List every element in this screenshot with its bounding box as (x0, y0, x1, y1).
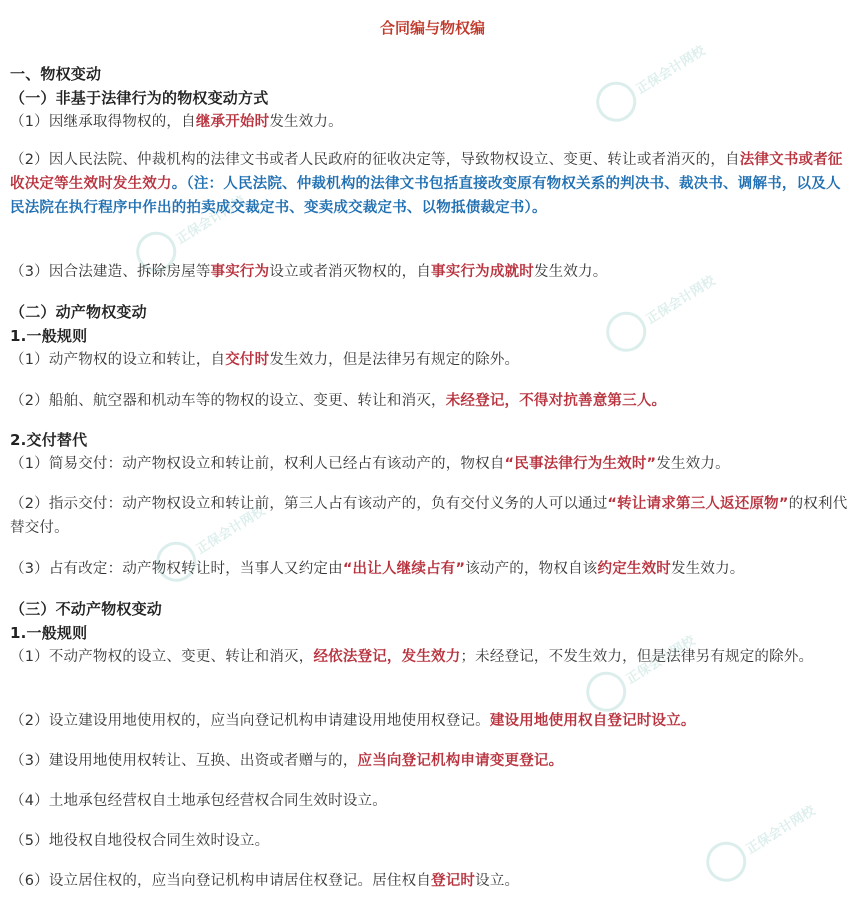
highlight-text: 约定生效时 (597, 561, 671, 577)
text: （3）占有改定：动产物权转让时，当事人又约定由 (10, 561, 343, 577)
watermark-text: 正保会计网校 (743, 803, 818, 858)
text: 发生效力。 (269, 114, 343, 130)
text: 设立或者消灭物权的，自 (269, 264, 432, 280)
text: 的权利代替交付。 (10, 496, 848, 536)
paragraph (10, 348, 853, 372)
paragraph (10, 829, 853, 853)
text: （2）船舶、航空器和机动车等的物权的设立、变更、转让和消灭， (10, 393, 446, 409)
text: （2）设立建设用地使用权的，应当向登记机构申请建设用地使用权登记。 (10, 713, 490, 729)
paragraph (10, 645, 853, 669)
highlight-text: “民事法律行为生效时” (504, 456, 657, 472)
text: （5）地役权自地役权合同生效时设立。 (10, 833, 270, 849)
text: 设立。 (475, 873, 520, 889)
section-heading: 一、物权变动 (10, 65, 102, 83)
paragraph (10, 452, 853, 476)
highlight-text: 建设用地使用权自登记时设立。 (489, 713, 696, 729)
rule-heading: 1.一般规则 (10, 327, 88, 345)
text: （6）设立居住权的，应当向登记机构申请居住权登记。居住权自 (10, 873, 432, 889)
paragraph (10, 557, 853, 581)
subsection-heading: （三）不动产物权变动 (10, 600, 163, 618)
highlight-text: 继承开始时 (195, 114, 270, 130)
highlight-text: “转让请求第三人返还原物” (607, 496, 789, 512)
highlight-text: 登记时 (431, 873, 476, 889)
text: （2）因人民法院、仲裁机构的法律文书或者人民政府的征收决定等，导致物权设立、变更、转让或者消灭的，自 (10, 152, 740, 168)
watermark-text: 正保会计网校 (643, 273, 718, 328)
highlight-text: 法律文书或者征收决定等生效时发生效力 (10, 152, 843, 192)
paragraph (10, 749, 853, 773)
paragraph (10, 260, 853, 284)
subsection-heading: （一）非基于法律行为的物权变动方式 (10, 89, 269, 107)
watermark-text: 正保会计网校 (173, 193, 248, 248)
paragraph (10, 869, 853, 893)
page-title: 合同编与物权编 (379, 19, 485, 37)
watermark-text: 正保会计网校 (633, 43, 708, 98)
text: ；未经登记，不发生效力，但是法律另有规定的除外。 (460, 649, 814, 665)
paragraph (10, 789, 853, 813)
rule-heading: 1.一般规则 (10, 624, 88, 642)
highlight-text: 应当向登记机构申请变更登记。 (357, 753, 564, 769)
highlight-text: 经依法登记，发生效力 (313, 649, 461, 665)
text: （1）动产物权的设立和转让，自 (10, 352, 226, 368)
text: 发生效力，但是法律另有规定的除外。 (269, 352, 520, 368)
highlight-text: “出让人继续占有” (342, 561, 466, 577)
highlight-text: 未经登记，不得对抗善意第三人。 (445, 393, 667, 409)
text: （3）因合法建造、拆除房屋等 (10, 264, 211, 280)
text: 发生效力。 (533, 264, 608, 280)
paragraph (10, 389, 853, 413)
note-text: 。（注：人民法院、仲裁机构的法律文书包括直接改变原有物权关系的判决书、裁决书、调解书，以及人民法院在执行程序中作出的拍卖成交裁定书、变卖成交裁定书、以物抵债裁定书）。 (10, 176, 841, 216)
paragraph (10, 492, 853, 540)
paragraph (10, 148, 853, 220)
text: （1）因继承取得物权的，自 (10, 114, 196, 130)
highlight-text: 事实行为 (210, 264, 270, 280)
highlight-text: 事实行为成就时 (431, 264, 534, 280)
watermark-text: 正保会计网校 (623, 633, 698, 688)
text: （2）指示交付：动产物权设立和转让前，第三人占有该动产的，负有交付义务的人可以通过 (10, 496, 608, 512)
text: （1）简易交付：动产物权设立和转让前，权利人已经占有该动产的，物权自 (10, 456, 505, 472)
text: （3）建设用地使用权转让、互换、出资或者赠与的， (10, 753, 358, 769)
subsection-heading: （二）动产物权变动 (10, 303, 147, 321)
text: 发生效力。 (656, 456, 730, 472)
text: （4）土地承包经营权自土地承包经营权合同生效时设立。 (10, 793, 387, 809)
watermark-text: 正保会计网校 (193, 503, 268, 558)
text: 该动产的，物权自该 (465, 561, 598, 577)
rule-heading: 2.交付替代 (10, 431, 88, 449)
highlight-text: 交付时 (225, 352, 270, 368)
paragraph (10, 110, 853, 134)
text: （1）不动产物权的设立、变更、转让和消灭， (10, 649, 314, 665)
text: 发生效力。 (671, 561, 745, 577)
paragraph (10, 709, 853, 733)
